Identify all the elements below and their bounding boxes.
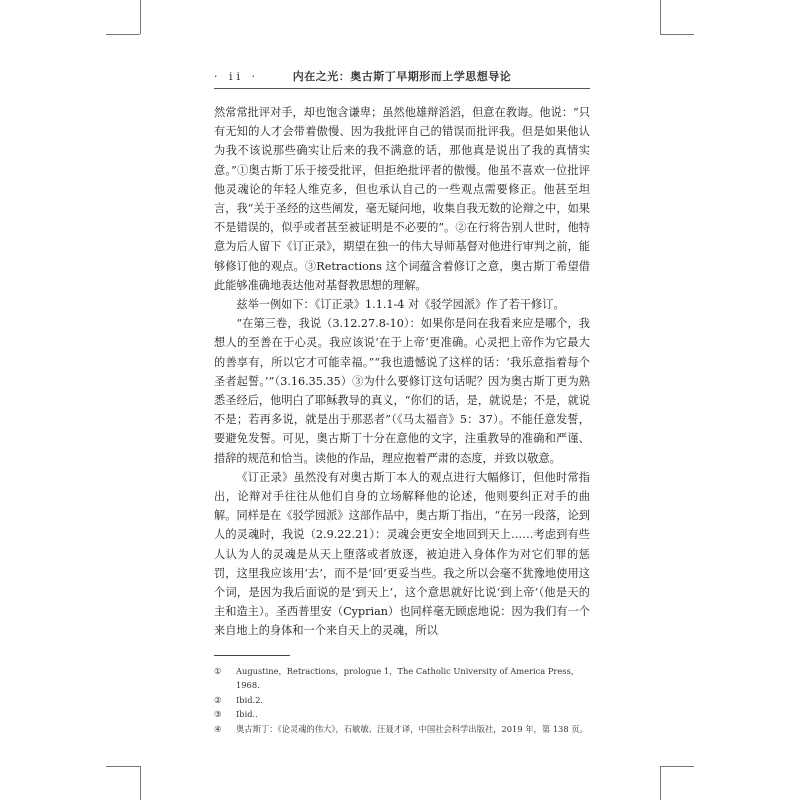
footnote-text: 奥古斯丁：《论灵魂的伟大》，石敏敏、汪聂才译，中国社会科学出版社，2019 年，第 138 页。 [236,723,588,734]
footnote-marker: ① [214,665,222,676]
footnote-text: Augustine，Retractions，prologue 1，The Catholic University of America Press，1968. [236,665,580,691]
footnote [214,693,590,708]
crop-mark [106,766,140,767]
crop-mark [106,34,140,35]
book-page [214,66,590,736]
footnote [214,722,590,737]
footnote-text: Ibid.. [236,709,258,720]
footnotes [214,664,590,737]
paragraph: 《订正录》虽然没有对奥古斯丁本人的观点进行大幅修订，但他时常指出，论辩对手往往从他们自身的立场解释他的论述，他则要纠正对手的曲解。同样是在《驳学园派》这部作品中，奥古斯丁指出，“在另一段落，论到人的灵魂时，我说（2.9.22.21）：灵魂会更安全地回到天上……考虑到有些人认为人的灵魂是从天上堕落或者放逐，被迫进入身体作为对它们罪的惩罚，这里我应该用‘去’，而不是‘回’更妥当些。我之所以会毫不犹豫地使用这个词，是因为我后面说的是‘到天上’，这个意思就好比说‘到上帝’（他是天的主和造主）。圣西普里安（Cyprian）也同样毫无顾虑地说：因为我们有一个来自地上的身体和一个来自天上的灵魂，所以 [214,470,590,638]
crop-mark [140,766,141,800]
crop-mark [660,766,661,800]
footnote-marker: ④ [214,723,222,734]
footnote-text: Ibid.2. [236,694,264,705]
crop-mark [660,0,661,34]
body-text [214,103,590,641]
crop-mark [660,766,694,767]
paragraph: 然常常批评对手，却也饱含谦卑；虽然他雄辩滔滔，但意在教诲。他说：“只有无知的人才会带着傲慢、因为我批评自己的错误而批评我。但是如果他认为我不该说那些确实让后来的我不满意的话，那他真是说出了我的真情实意。”①奥古斯丁乐于接受批评，但拒绝批评者的傲慢。他虽不喜欢一位批评他灵魂论的年轻人维克多，但也承认自己的一些观点需要修正。他甚至坦言，我“关于圣经的这些阐发，毫无疑问地，收集自我无数的论辩之中，如果不是错误的，似乎或者甚至被证明是不必要的”。②在行将告别人世时，他特意为后人留下《订正录》，期望在独一的伟大导师基督对他进行审判之前，能够修订他的观点。③Retractions 这个词蕴含着修订之意，奥古斯丁希望借此能够准确地表达他对基督教思想的理解。 [214,106,590,292]
running-header [214,66,590,89]
footnote-divider [214,655,290,656]
page-number: · ii · [214,69,260,83]
crop-mark [140,0,141,34]
footnote-marker: ② [214,694,222,705]
footnote-marker: ③ [214,709,222,720]
footnote [214,707,590,722]
running-title: 内在之光：奥古斯丁早期形而上学思想导论 [292,70,512,83]
crop-mark [660,34,694,35]
paragraph: “在第三卷，我说（3.12.27.8-10）：如果你是问在我看来应是哪个，我想人的至善在于心灵。我应该说‘在于上帝’更准确。心灵把上帝作为它最大的善享有，所以它才可能幸福。”“我也遗憾说了这样的话：‘我乐意指着每个圣者起誓。’”（3.16.35.35）③为什么要修订这句话呢？因为奥古斯丁更为熟悉圣经后，他明白了耶稣教导的真义，“你们的话，是，就说是；不是，就说不是；若再多说，就是出于那恶者”（《马太福音》5：37）。不能任意发誓，要避免发誓。可见，奥古斯丁十分在意他的文字，注重教导的准确和严谨、措辞的规范和恰当。读他的作品，理应抱着严肃的态度，并致以敬意。 [214,317,590,465]
footnote [214,664,590,693]
paragraph: 兹举一例如下：《订正录》1.1.1-4 对《驳学园派》作了若干修订。 [236,298,565,312]
